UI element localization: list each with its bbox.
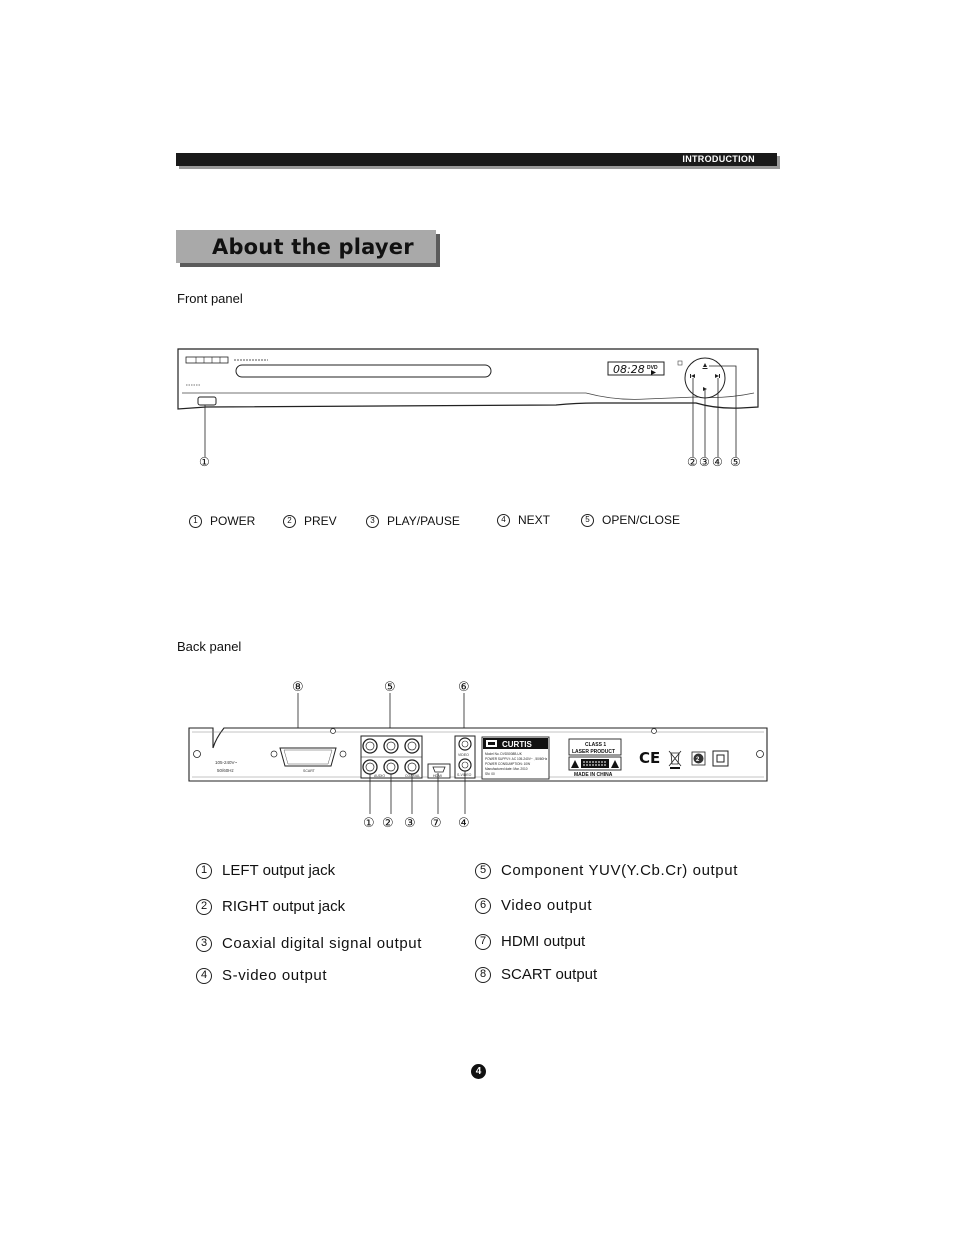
legend-number: 4: [497, 514, 510, 527]
legend-next: [497, 513, 550, 527]
video-text: VIDEO: [458, 753, 469, 757]
legend-number: 3: [366, 515, 379, 528]
back-callout-6: ⑥: [458, 680, 470, 695]
legend-label: LEFT output jack: [222, 862, 336, 879]
front-callout-5: ⑤: [730, 455, 741, 469]
rating-line-3: POWER CONSUMPTION: 10W: [485, 762, 531, 766]
section-title-box: [176, 230, 436, 263]
legend-label: RIGHT output jack: [222, 898, 346, 915]
legend-label: POWER: [210, 514, 256, 528]
rating-line-4: Manufactured date: Mar. 2010: [485, 767, 528, 771]
power-text-2: 50/60Hz: [217, 768, 234, 773]
legend-open-close: [581, 513, 680, 527]
back-legend-left-jack: [196, 862, 335, 879]
legend-prev: [283, 514, 337, 528]
legend-number: 1: [189, 515, 202, 528]
legend-number: 5: [475, 863, 491, 879]
hdmi-text: HDMI: [433, 774, 442, 778]
front-panel-label: Front panel: [177, 291, 243, 306]
rating-line-2: POWER SUPPLY: AC 105-240V~ , 50/60Hz: [485, 757, 548, 761]
legend-label: OPEN/CLOSE: [602, 513, 681, 527]
made-in: MADE IN CHINA: [574, 772, 613, 778]
legend-label: PREV: [304, 514, 337, 528]
laser-product: LASER PRODUCT: [572, 749, 616, 755]
svg-text:③: ③: [404, 816, 416, 831]
back-callout-7: ⑦: [430, 816, 442, 831]
legend-number: 2: [196, 899, 212, 915]
back-callout-5: ⑤: [384, 680, 396, 695]
rating-line-1: Model No. DVD5008B-UK: [485, 752, 522, 756]
display-time: 08:28: [613, 363, 645, 376]
front-callout-3: ③: [699, 455, 710, 469]
header-section-title: INTRODUCTION: [682, 154, 755, 164]
legend-power: [189, 514, 255, 528]
legend-play-pause: [366, 514, 460, 528]
legend-number: 7: [475, 934, 491, 950]
front-callout-2: ②: [687, 455, 698, 469]
legend-label: HDMI output: [501, 933, 586, 950]
rating-line-5: SN: 00: [485, 772, 495, 776]
back-legend-svideo: [196, 967, 327, 984]
front-panel-illustration: [176, 345, 766, 470]
back-callout-8: ⑧: [292, 680, 304, 695]
back-callout-2: ②: [382, 816, 394, 831]
svideo-text: S-VIDEO: [457, 773, 472, 777]
back-callout-4: ④: [458, 816, 470, 831]
page-title: About the player: [212, 235, 414, 259]
back-legend-component: [475, 862, 738, 879]
back-panel-illustration: [180, 676, 775, 836]
legend-label: SCART output: [501, 966, 598, 983]
back-legend-video: [475, 897, 592, 914]
scart-text: SCART: [303, 769, 315, 773]
back-legend-hdmi: [475, 933, 585, 950]
laser-class: CLASS 1: [585, 742, 607, 748]
brand-logo: CURTIS: [502, 740, 532, 749]
legend-number: 2: [283, 515, 296, 528]
back-legend-coaxial: [196, 935, 422, 952]
legend-number: 8: [475, 967, 491, 983]
svg-text:2: 2: [696, 757, 700, 763]
legend-number: 1: [196, 863, 212, 879]
back-panel-label: Back panel: [177, 639, 242, 654]
front-callout-4: ④: [712, 455, 723, 469]
legend-number: 5: [581, 514, 594, 527]
audio-text: AUDIO: [374, 774, 386, 778]
legend-label: Video output: [501, 897, 593, 914]
page-number: 4: [471, 1064, 486, 1079]
legend-number: 3: [196, 936, 212, 952]
legend-label: Component YUV(Y.Cb.Cr) output: [501, 862, 738, 879]
ce-mark: CE: [639, 749, 661, 767]
legend-label: S-video output: [222, 967, 328, 984]
legend-label: PLAY/PAUSE: [387, 514, 460, 528]
display-disc: DVD: [647, 365, 658, 371]
back-legend-right-jack: [196, 898, 345, 915]
legend-number: 4: [196, 968, 212, 984]
legend-label: NEXT: [518, 513, 551, 527]
coaxial-text: COAXIAL: [405, 774, 421, 778]
legend-number: 6: [475, 898, 491, 914]
back-callout-1: ①: [363, 816, 375, 831]
power-text-1: 105-240V~: [215, 760, 238, 765]
back-legend-scart: [475, 966, 597, 983]
legend-label: Coaxial digital signal output: [222, 935, 423, 952]
front-callout-1: ①: [199, 455, 210, 469]
header-bar: [176, 153, 777, 166]
